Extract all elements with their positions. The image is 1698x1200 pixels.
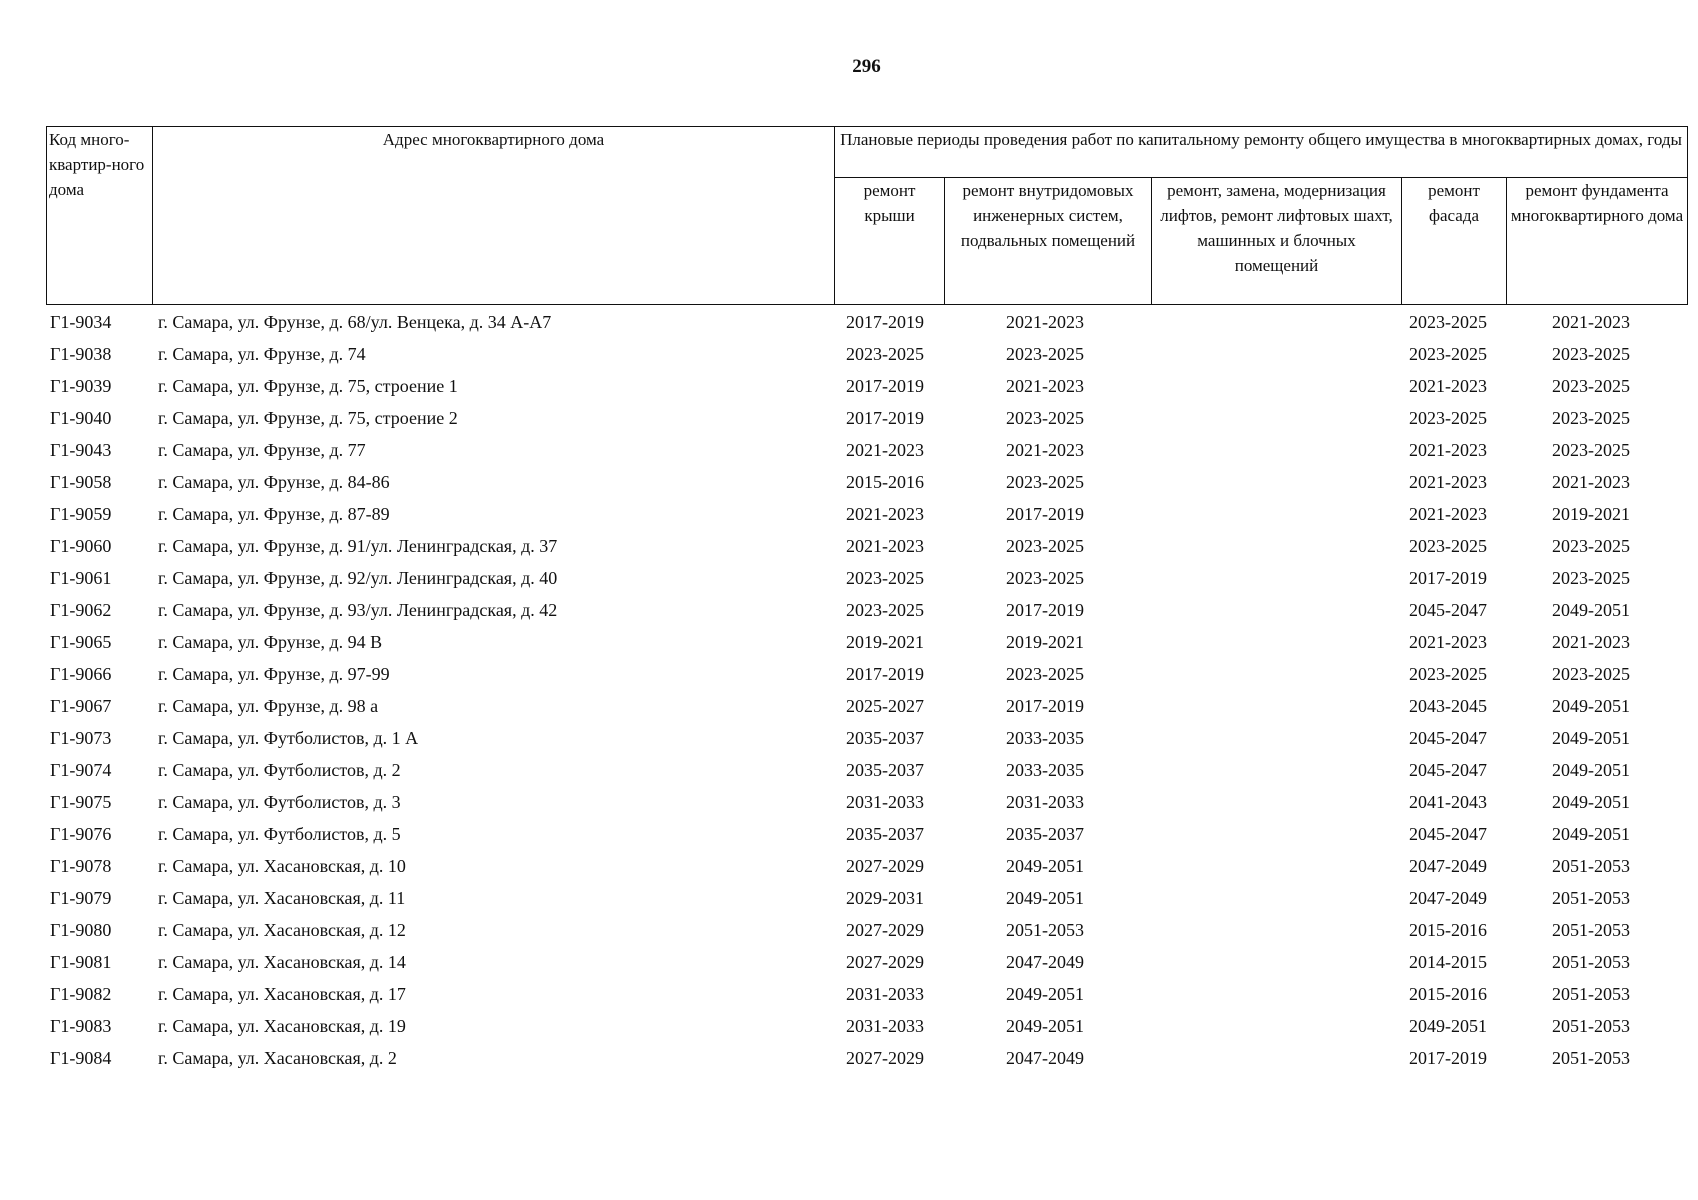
cell-foundation: 2021-2023 — [1552, 632, 1630, 652]
cell-roof: 2027-2029 — [846, 1048, 924, 1068]
cell-address: г. Самара, ул. Фрунзе, д. 97-99 — [158, 664, 390, 684]
cell-address: г. Самара, ул. Фрунзе, д. 98 а — [158, 696, 379, 716]
cell-roof: 2029-2031 — [846, 888, 924, 908]
cell-code: Г1-9034 — [50, 312, 112, 332]
cell-roof: 2021-2023 — [846, 440, 924, 460]
cell-code: Г1-9075 — [50, 792, 112, 812]
cell-foundation: 2049-2051 — [1552, 600, 1630, 620]
cell-facade: 2045-2047 — [1409, 600, 1487, 620]
cell-facade: 2045-2047 — [1409, 728, 1487, 748]
table-row — [46, 500, 1687, 532]
cell-address: г. Самара, ул. Фрунзе, д. 68/ул. Венцека, д. 34 А-А7 — [158, 312, 552, 332]
cell-roof: 2031-2033 — [846, 792, 924, 812]
cell-systems: 2021-2023 — [1006, 312, 1084, 332]
cell-systems: 2023-2025 — [1006, 536, 1084, 556]
table-row — [46, 820, 1687, 852]
cell-systems: 2047-2049 — [1006, 952, 1084, 972]
cell-facade: 2015-2016 — [1409, 984, 1487, 1004]
cell-address: г. Самара, ул. Фрунзе, д. 87-89 — [158, 504, 390, 524]
cell-code: Г1-9076 — [50, 824, 112, 844]
header-roof: ремонт крыши — [835, 178, 945, 305]
cell-roof: 2019-2021 — [846, 632, 924, 652]
cell-systems: 2051-2053 — [1006, 920, 1084, 940]
cell-roof: 2031-2033 — [846, 1016, 924, 1036]
cell-foundation: 2051-2053 — [1552, 920, 1630, 940]
cell-facade: 2021-2023 — [1409, 440, 1487, 460]
table-header — [46, 126, 1688, 305]
cell-systems: 2033-2035 — [1006, 728, 1084, 748]
cell-address: г. Самара, ул. Хасановская, д. 12 — [158, 920, 406, 940]
header-facade: ремонт фасада — [1402, 178, 1507, 305]
cell-roof: 2017-2019 — [846, 408, 924, 428]
cell-address: г. Самара, ул. Хасановская, д. 14 — [158, 952, 406, 972]
table-body — [46, 308, 1687, 1076]
cell-roof: 2023-2025 — [846, 600, 924, 620]
cell-address: г. Самара, ул. Фрунзе, д. 92/ул. Ленинградская, д. 40 — [158, 568, 558, 588]
cell-foundation: 2051-2053 — [1552, 952, 1630, 972]
cell-roof: 2031-2033 — [846, 984, 924, 1004]
table-row — [46, 468, 1687, 500]
cell-facade: 2015-2016 — [1409, 920, 1487, 940]
cell-facade: 2045-2047 — [1409, 824, 1487, 844]
cell-code: Г1-9073 — [50, 728, 112, 748]
table-row — [46, 404, 1687, 436]
cell-code: Г1-9083 — [50, 1016, 112, 1036]
cell-roof: 2023-2025 — [846, 568, 924, 588]
cell-foundation: 2051-2053 — [1552, 856, 1630, 876]
cell-foundation: 2049-2051 — [1552, 760, 1630, 780]
cell-systems: 2023-2025 — [1006, 408, 1084, 428]
cell-code: Г1-9040 — [50, 408, 112, 428]
cell-address: г. Самара, ул. Фрунзе, д. 94 В — [158, 632, 383, 652]
cell-address: г. Самара, ул. Хасановская, д. 19 — [158, 1016, 406, 1036]
cell-systems: 2031-2033 — [1006, 792, 1084, 812]
cell-systems: 2033-2035 — [1006, 760, 1084, 780]
table-row — [46, 788, 1687, 820]
table-row — [46, 1044, 1687, 1076]
cell-roof: 2025-2027 — [846, 696, 924, 716]
cell-address: г. Самара, ул. Футболистов, д. 3 — [158, 792, 401, 812]
cell-foundation: 2023-2025 — [1552, 376, 1630, 396]
cell-code: Г1-9038 — [50, 344, 112, 364]
cell-code: Г1-9065 — [50, 632, 112, 652]
cell-foundation: 2051-2053 — [1552, 888, 1630, 908]
cell-foundation: 2051-2053 — [1552, 1016, 1630, 1036]
cell-systems: 2019-2021 — [1006, 632, 1084, 652]
cell-address: г. Самара, ул. Фрунзе, д. 74 — [158, 344, 366, 364]
cell-code: Г1-9058 — [50, 472, 112, 492]
cell-code: Г1-9084 — [50, 1048, 112, 1068]
cell-code: Г1-9081 — [50, 952, 112, 972]
cell-facade: 2023-2025 — [1409, 344, 1487, 364]
cell-systems: 2023-2025 — [1006, 568, 1084, 588]
table-row — [46, 596, 1687, 628]
cell-systems: 2017-2019 — [1006, 600, 1084, 620]
cell-facade: 2045-2047 — [1409, 760, 1487, 780]
page-number: 296 — [852, 56, 881, 77]
cell-foundation: 2049-2051 — [1552, 824, 1630, 844]
header-foundation: ремонт фундамента многоквартирного дома — [1507, 178, 1688, 305]
cell-roof: 2035-2037 — [846, 824, 924, 844]
cell-facade: 2023-2025 — [1409, 312, 1487, 332]
table-row — [46, 916, 1687, 948]
cell-systems: 2047-2049 — [1006, 1048, 1084, 1068]
cell-address: г. Самара, ул. Хасановская, д. 17 — [158, 984, 406, 1004]
cell-roof: 2027-2029 — [846, 856, 924, 876]
cell-facade: 2043-2045 — [1409, 696, 1487, 716]
cell-address: г. Самара, ул. Фрунзе, д. 84-86 — [158, 472, 390, 492]
cell-systems: 2035-2037 — [1006, 824, 1084, 844]
table-row — [46, 564, 1687, 596]
cell-address: г. Самара, ул. Фрунзе, д. 75, строение 1 — [158, 376, 458, 396]
cell-code: Г1-9067 — [50, 696, 112, 716]
header-code: Код много-квартир-ного дома — [47, 127, 153, 305]
table-row — [46, 884, 1687, 916]
table-row — [46, 340, 1687, 372]
cell-address: г. Самара, ул. Фрунзе, д. 93/ул. Ленинградская, д. 42 — [158, 600, 558, 620]
table-row — [46, 692, 1687, 724]
table-row — [46, 628, 1687, 660]
cell-systems: 2021-2023 — [1006, 440, 1084, 460]
cell-code: Г1-9082 — [50, 984, 112, 1004]
table-row — [46, 724, 1687, 756]
cell-systems: 2021-2023 — [1006, 376, 1084, 396]
cell-systems: 2017-2019 — [1006, 696, 1084, 716]
cell-address: г. Самара, ул. Хасановская, д. 2 — [158, 1048, 397, 1068]
cell-foundation: 2019-2021 — [1552, 504, 1630, 524]
cell-code: Г1-9066 — [50, 664, 112, 684]
cell-foundation: 2049-2051 — [1552, 728, 1630, 748]
cell-systems: 2049-2051 — [1006, 856, 1084, 876]
header-address: Адрес многоквартирного дома — [153, 127, 835, 305]
cell-systems: 2023-2025 — [1006, 664, 1084, 684]
cell-roof: 2027-2029 — [846, 952, 924, 972]
cell-roof: 2035-2037 — [846, 728, 924, 748]
cell-foundation: 2051-2053 — [1552, 1048, 1630, 1068]
cell-roof: 2017-2019 — [846, 664, 924, 684]
table-row — [46, 980, 1687, 1012]
cell-code: Г1-9060 — [50, 536, 112, 556]
cell-address: г. Самара, ул. Фрунзе, д. 91/ул. Ленинградская, д. 37 — [158, 536, 558, 556]
cell-address: г. Самара, ул. Фрунзе, д. 77 — [158, 440, 366, 460]
cell-foundation: 2021-2023 — [1552, 472, 1630, 492]
cell-foundation: 2021-2023 — [1552, 312, 1630, 332]
cell-foundation: 2049-2051 — [1552, 792, 1630, 812]
table-row — [46, 436, 1687, 468]
cell-foundation: 2023-2025 — [1552, 568, 1630, 588]
cell-systems: 2049-2051 — [1006, 888, 1084, 908]
cell-facade: 2023-2025 — [1409, 408, 1487, 428]
table-row — [46, 372, 1687, 404]
cell-roof: 2017-2019 — [846, 312, 924, 332]
cell-code: Г1-9079 — [50, 888, 112, 908]
cell-foundation: 2023-2025 — [1552, 408, 1630, 428]
table-row — [46, 852, 1687, 884]
cell-roof: 2027-2029 — [846, 920, 924, 940]
cell-systems: 2023-2025 — [1006, 344, 1084, 364]
cell-roof: 2015-2016 — [846, 472, 924, 492]
cell-facade: 2023-2025 — [1409, 536, 1487, 556]
cell-facade: 2017-2019 — [1409, 568, 1487, 588]
cell-code: Г1-9039 — [50, 376, 112, 396]
cell-systems: 2049-2051 — [1006, 984, 1084, 1004]
cell-foundation: 2023-2025 — [1552, 440, 1630, 460]
cell-facade: 2049-2051 — [1409, 1016, 1487, 1036]
cell-roof: 2017-2019 — [846, 376, 924, 396]
cell-foundation: 2049-2051 — [1552, 696, 1630, 716]
cell-foundation: 2023-2025 — [1552, 536, 1630, 556]
cell-facade: 2014-2015 — [1409, 952, 1487, 972]
cell-code: Г1-9074 — [50, 760, 112, 780]
header-periods-group: Плановые периоды проведения работ по капитальному ремонту общего имущества в многоквартирных домах, годы — [835, 127, 1688, 178]
cell-facade: 2021-2023 — [1409, 632, 1487, 652]
cell-address: г. Самара, ул. Хасановская, д. 10 — [158, 856, 406, 876]
cell-code: Г1-9059 — [50, 504, 112, 524]
cell-facade: 2041-2043 — [1409, 792, 1487, 812]
table-row — [46, 532, 1687, 564]
cell-address: г. Самара, ул. Фрунзе, д. 75, строение 2 — [158, 408, 458, 428]
cell-roof: 2023-2025 — [846, 344, 924, 364]
cell-facade: 2021-2023 — [1409, 504, 1487, 524]
header-systems: ремонт внутридомовых инженерных систем, подвальных помещений — [945, 178, 1152, 305]
cell-foundation: 2023-2025 — [1552, 664, 1630, 684]
table-row — [46, 948, 1687, 980]
cell-facade: 2023-2025 — [1409, 664, 1487, 684]
cell-facade: 2047-2049 — [1409, 888, 1487, 908]
cell-address: г. Самара, ул. Футболистов, д. 2 — [158, 760, 401, 780]
cell-roof: 2035-2037 — [846, 760, 924, 780]
cell-systems: 2049-2051 — [1006, 1016, 1084, 1036]
cell-facade: 2021-2023 — [1409, 472, 1487, 492]
cell-systems: 2023-2025 — [1006, 472, 1084, 492]
cell-address: г. Самара, ул. Хасановская, д. 11 — [158, 888, 406, 908]
table-row — [46, 308, 1687, 340]
cell-facade: 2021-2023 — [1409, 376, 1487, 396]
cell-code: Г1-9061 — [50, 568, 112, 588]
table-row — [46, 1012, 1687, 1044]
header-lifts: ремонт, замена, модернизация лифтов, ремонт лифтовых шахт, машинных и блочных помещений — [1152, 178, 1402, 305]
table-row — [46, 660, 1687, 692]
cell-code: Г1-9043 — [50, 440, 112, 460]
cell-roof: 2021-2023 — [846, 536, 924, 556]
cell-facade: 2047-2049 — [1409, 856, 1487, 876]
cell-address: г. Самара, ул. Футболистов, д. 5 — [158, 824, 401, 844]
cell-systems: 2017-2019 — [1006, 504, 1084, 524]
cell-roof: 2021-2023 — [846, 504, 924, 524]
cell-code: Г1-9080 — [50, 920, 112, 940]
cell-code: Г1-9062 — [50, 600, 112, 620]
cell-foundation: 2023-2025 — [1552, 344, 1630, 364]
table-row — [46, 756, 1687, 788]
cell-foundation: 2051-2053 — [1552, 984, 1630, 1004]
cell-code: Г1-9078 — [50, 856, 112, 876]
cell-facade: 2017-2019 — [1409, 1048, 1487, 1068]
cell-address: г. Самара, ул. Футболистов, д. 1 А — [158, 728, 419, 748]
